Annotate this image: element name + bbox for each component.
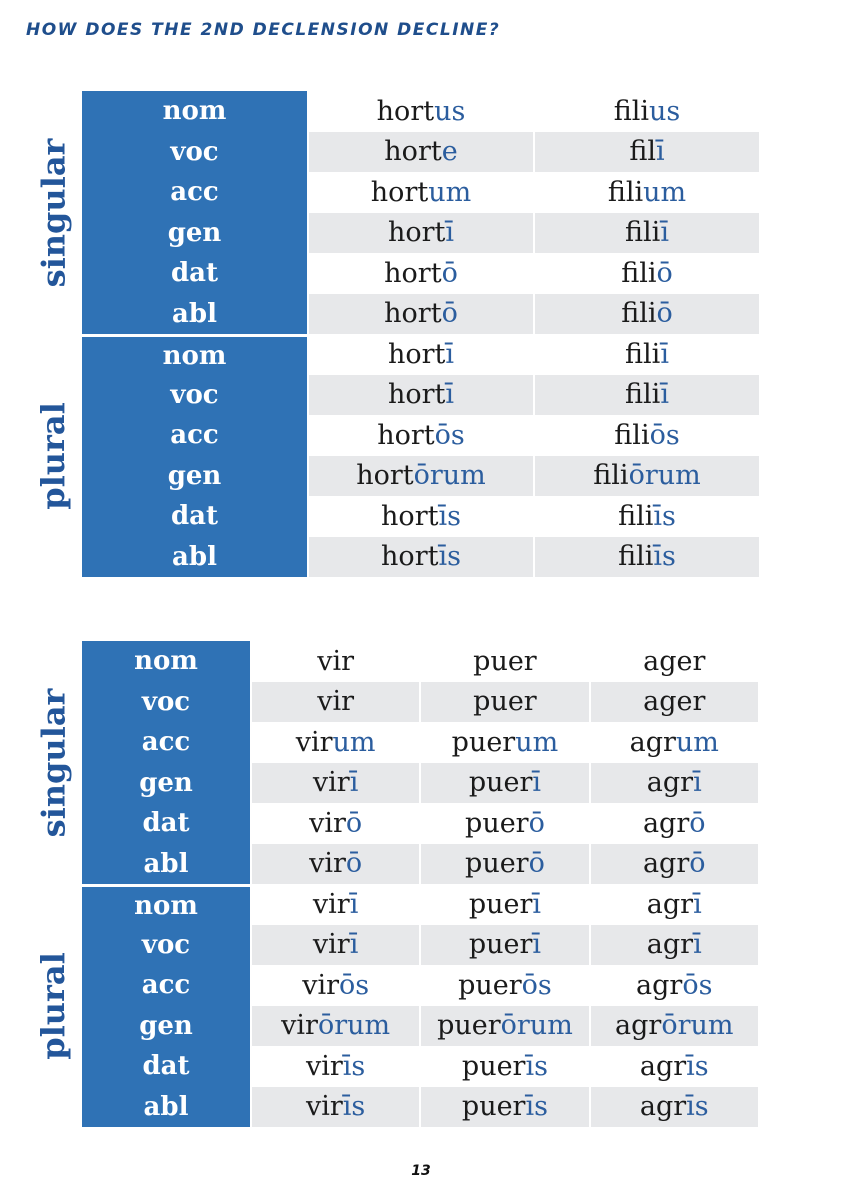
- declension-table-vir-puer-ager: [82, 641, 758, 1127]
- word-stem: agr: [636, 969, 683, 1001]
- form-cell: [307, 375, 533, 416]
- word-ending: ō: [345, 807, 363, 839]
- word-ending: ī: [349, 888, 359, 920]
- form-cell: [307, 456, 533, 497]
- word-stem: hort: [377, 419, 435, 451]
- word-stem: hort: [387, 217, 446, 249]
- form-cell: [589, 965, 758, 1006]
- word-ending: īs: [525, 1091, 548, 1123]
- table-row: [82, 682, 758, 723]
- word-stem: vir: [302, 969, 339, 1001]
- word-stem: fili: [618, 500, 654, 532]
- form-cell: [533, 253, 759, 294]
- form-cell: [419, 844, 588, 885]
- form-cell: [533, 172, 759, 213]
- table-row: [82, 763, 758, 804]
- form-cell: [419, 1046, 588, 1087]
- word-stem: vir: [309, 848, 346, 880]
- form-cell: [250, 1046, 419, 1087]
- plural-label-2: [18, 884, 88, 1127]
- table-row: [82, 375, 759, 416]
- word-ending: ī: [445, 379, 455, 411]
- case-label: gen: [82, 763, 250, 804]
- word-ending: ōrum: [413, 460, 486, 492]
- table-row: [82, 1046, 758, 1087]
- word-stem: vir: [312, 929, 350, 961]
- word-stem: fili: [625, 379, 661, 411]
- form-cell: [589, 1006, 758, 1047]
- word-ending: ō: [528, 807, 545, 839]
- word-stem: ager: [643, 686, 706, 718]
- table-row: [82, 213, 759, 254]
- declension-table-hortus-filius: [82, 91, 759, 577]
- case-label: voc: [82, 132, 307, 173]
- word-ending: īs: [438, 500, 461, 532]
- word-ending: ōrum: [317, 1010, 391, 1042]
- word-ending: īs: [686, 1050, 709, 1082]
- form-cell: [533, 496, 759, 537]
- form-cell: [589, 763, 758, 804]
- word-stem: puer: [458, 969, 522, 1001]
- word-stem: puer: [437, 1010, 501, 1042]
- case-label: acc: [82, 415, 307, 456]
- form-cell: [419, 884, 588, 925]
- word-ending: ī: [660, 338, 669, 370]
- word-ending: ī: [445, 338, 455, 370]
- word-ending: ī: [532, 929, 542, 961]
- case-label: gen: [82, 1006, 250, 1047]
- word-ending: ō: [689, 848, 706, 880]
- word-ending: ōs: [649, 419, 680, 451]
- word-ending: ōrum: [661, 1010, 734, 1042]
- form-cell: [589, 925, 758, 966]
- word-stem: hort: [384, 298, 442, 330]
- word-stem: puer: [461, 1091, 526, 1123]
- table-row: [82, 496, 759, 537]
- word-stem: agr: [646, 888, 694, 920]
- form-cell: [307, 496, 533, 537]
- case-label: acc: [82, 965, 250, 1006]
- word-stem: vir: [312, 767, 350, 799]
- word-stem: agr: [646, 767, 694, 799]
- word-ending: us: [434, 95, 466, 127]
- form-cell: [419, 682, 588, 723]
- word-stem: fili: [625, 338, 661, 370]
- form-cell: [419, 641, 588, 682]
- form-cell: [250, 722, 419, 763]
- case-label: gen: [82, 213, 307, 254]
- word-stem: agr: [629, 726, 676, 758]
- table-row: [82, 172, 759, 213]
- word-ending: ōs: [682, 969, 713, 1001]
- word-stem: puer: [465, 807, 529, 839]
- case-label: acc: [82, 172, 307, 213]
- singular-label-text: singular: [34, 138, 73, 287]
- case-label: nom: [82, 884, 250, 925]
- word-stem: fili: [607, 176, 644, 208]
- word-stem: vir: [312, 888, 350, 920]
- case-label: abl: [82, 1087, 250, 1128]
- form-cell: [307, 132, 533, 173]
- word-ending: īs: [342, 1050, 366, 1082]
- word-ending: ō: [441, 257, 458, 289]
- word-stem: hort: [381, 500, 439, 532]
- form-cell: [533, 537, 759, 578]
- word-stem: hort: [387, 338, 446, 370]
- word-stem: puer: [465, 848, 529, 880]
- word-ending: ōs: [338, 969, 370, 1001]
- form-cell: [589, 844, 758, 885]
- case-label: nom: [82, 641, 250, 682]
- form-cell: [589, 884, 758, 925]
- form-cell: [250, 925, 419, 966]
- word-stem: fili: [614, 419, 650, 451]
- form-cell: [419, 763, 588, 804]
- page-number: 13: [411, 1163, 431, 1179]
- word-ending: īs: [686, 1091, 709, 1123]
- word-stem: fili: [621, 257, 657, 289]
- form-cell: [419, 803, 588, 844]
- singular-label-1: [18, 91, 88, 334]
- word-ending: ōrum: [500, 1010, 573, 1042]
- case-label: abl: [82, 537, 307, 578]
- word-ending: us: [649, 95, 681, 127]
- word-ending: ī: [349, 767, 359, 799]
- table-row: [82, 965, 758, 1006]
- word-stem: puer: [461, 1050, 526, 1082]
- word-ending: ī: [532, 888, 542, 920]
- word-ending: e: [441, 136, 458, 168]
- form-cell: [589, 1046, 758, 1087]
- word-stem: agr: [639, 1050, 687, 1082]
- form-cell: [250, 1006, 419, 1047]
- word-stem: agr: [639, 1091, 687, 1123]
- word-stem: agr: [642, 848, 690, 880]
- form-cell: [250, 965, 419, 1006]
- table-row: [82, 537, 759, 578]
- word-ending: um: [675, 726, 719, 758]
- word-ending: ī: [693, 767, 702, 799]
- word-stem: puer: [473, 686, 537, 718]
- case-label: dat: [82, 496, 307, 537]
- word-stem: fili: [618, 541, 654, 573]
- word-stem: vir: [295, 726, 333, 758]
- form-cell: [307, 415, 533, 456]
- form-cell: [250, 641, 419, 682]
- word-stem: agr: [615, 1010, 662, 1042]
- form-cell: [589, 682, 758, 723]
- form-cell: [533, 132, 759, 173]
- word-stem: hort: [376, 95, 435, 127]
- word-stem: vir: [281, 1010, 318, 1042]
- plural-label-1: [18, 334, 88, 577]
- word-stem: agr: [646, 929, 694, 961]
- word-stem: puer: [468, 767, 533, 799]
- form-cell: [533, 456, 759, 497]
- form-cell: [419, 1087, 588, 1128]
- form-cell: [419, 722, 588, 763]
- form-cell: [419, 965, 588, 1006]
- word-stem: vir: [317, 645, 355, 677]
- word-stem: hort: [356, 460, 414, 492]
- table-row: [82, 253, 759, 294]
- word-ending: ī: [693, 888, 702, 920]
- singular-label-text: singular: [34, 688, 73, 837]
- word-ending: ōs: [521, 969, 552, 1001]
- word-stem: hort: [384, 136, 442, 168]
- word-stem: puer: [473, 645, 537, 677]
- case-label: dat: [82, 1046, 250, 1087]
- word-ending: īs: [653, 541, 676, 573]
- word-ending: ī: [349, 929, 359, 961]
- word-stem: puer: [451, 726, 516, 758]
- table-row: [82, 91, 759, 132]
- form-cell: [533, 213, 759, 254]
- form-cell: [307, 334, 533, 375]
- table-row: [82, 641, 758, 682]
- table-row: [82, 844, 758, 885]
- form-cell: [250, 884, 419, 925]
- word-stem: vir: [306, 1050, 343, 1082]
- word-ending: īs: [653, 500, 676, 532]
- word-ending: um: [643, 176, 687, 208]
- word-ending: ōrum: [628, 460, 701, 492]
- case-label: voc: [82, 682, 250, 723]
- form-cell: [250, 803, 419, 844]
- form-cell: [250, 1087, 419, 1128]
- word-ending: ī: [656, 136, 665, 168]
- case-label: nom: [82, 91, 307, 132]
- word-ending: ī: [660, 217, 669, 249]
- case-label: dat: [82, 803, 250, 844]
- form-cell: [307, 91, 533, 132]
- form-cell: [419, 925, 588, 966]
- word-stem: hort: [370, 176, 429, 208]
- form-cell: [533, 91, 759, 132]
- word-stem: hort: [384, 257, 442, 289]
- word-stem: fili: [613, 95, 650, 127]
- table-row: [82, 132, 759, 173]
- word-stem: vir: [309, 807, 346, 839]
- case-label: dat: [82, 253, 307, 294]
- table-row: [82, 294, 759, 335]
- case-label: gen: [82, 456, 307, 497]
- word-ending: ō: [689, 807, 706, 839]
- form-cell: [307, 537, 533, 578]
- page-heading: HOW DOES THE 2ND DECLENSION DECLINE?: [26, 20, 501, 40]
- word-stem: agr: [642, 807, 690, 839]
- word-ending: ō: [441, 298, 458, 330]
- word-ending: um: [332, 726, 376, 758]
- form-cell: [589, 722, 758, 763]
- word-stem: hort: [381, 541, 439, 573]
- form-cell: [307, 294, 533, 335]
- word-stem: fili: [621, 298, 657, 330]
- form-cell: [250, 682, 419, 723]
- table-row: [82, 456, 759, 497]
- word-ending: ō: [345, 848, 363, 880]
- table-row: [82, 722, 758, 763]
- form-cell: [533, 415, 759, 456]
- word-ending: um: [428, 176, 472, 208]
- case-label: abl: [82, 294, 307, 335]
- word-ending: ī: [660, 379, 669, 411]
- table-row: [82, 334, 759, 375]
- word-ending: ōs: [434, 419, 465, 451]
- form-cell: [250, 763, 419, 804]
- table-row: [82, 1006, 758, 1047]
- table-row: [82, 925, 758, 966]
- word-stem: puer: [468, 929, 533, 961]
- word-ending: um: [515, 726, 559, 758]
- form-cell: [307, 213, 533, 254]
- word-stem: hort: [387, 379, 446, 411]
- table-row: [82, 884, 758, 925]
- case-label: nom: [82, 334, 307, 375]
- word-ending: ō: [656, 257, 673, 289]
- word-stem: ager: [643, 645, 706, 677]
- table-row: [82, 415, 759, 456]
- plural-label-text: plural: [34, 951, 73, 1060]
- word-stem: fili: [625, 217, 661, 249]
- table-row: [82, 1087, 758, 1128]
- case-label: acc: [82, 722, 250, 763]
- word-ending: ī: [693, 929, 702, 961]
- form-cell: [589, 803, 758, 844]
- word-stem: fil: [629, 136, 656, 168]
- form-cell: [533, 334, 759, 375]
- form-cell: [589, 641, 758, 682]
- word-stem: vir: [306, 1091, 343, 1123]
- word-stem: fili: [593, 460, 629, 492]
- word-ending: īs: [438, 541, 461, 573]
- word-ending: ō: [528, 848, 545, 880]
- word-ending: ī: [445, 217, 455, 249]
- form-cell: [307, 253, 533, 294]
- form-cell: [589, 1087, 758, 1128]
- word-ending: īs: [525, 1050, 548, 1082]
- case-label: voc: [82, 375, 307, 416]
- form-cell: [250, 844, 419, 885]
- form-cell: [307, 172, 533, 213]
- form-cell: [419, 1006, 588, 1047]
- singular-label-2: [18, 641, 88, 884]
- word-ending: ō: [656, 298, 673, 330]
- word-stem: puer: [468, 888, 533, 920]
- word-ending: ī: [532, 767, 542, 799]
- word-ending: īs: [342, 1091, 366, 1123]
- plural-label-text: plural: [34, 401, 73, 510]
- form-cell: [533, 294, 759, 335]
- table-row: [82, 803, 758, 844]
- case-label: voc: [82, 925, 250, 966]
- form-cell: [533, 375, 759, 416]
- case-label: abl: [82, 844, 250, 885]
- word-stem: vir: [317, 686, 355, 718]
